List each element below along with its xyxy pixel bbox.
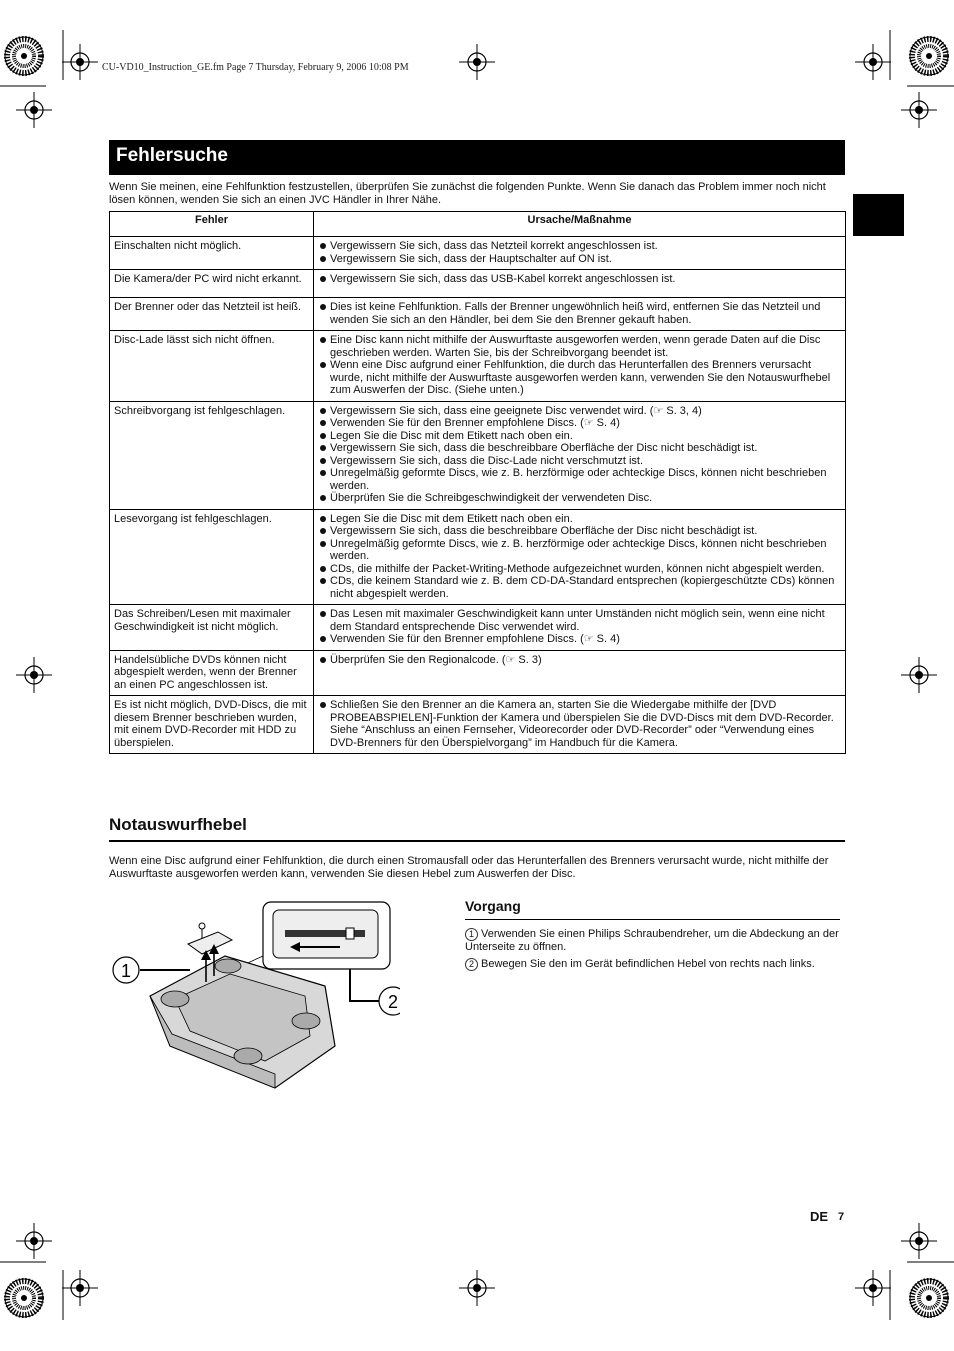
table-row <box>110 605 846 651</box>
header-problem: Fehler <box>110 212 314 237</box>
eject-section-title: Notauswurfhebel <box>109 815 247 834</box>
procedure-step-1 <box>465 928 840 953</box>
cause-cell <box>314 298 846 331</box>
cause-item: Legen Sie die Disc mit dem Etikett nach oben ein. <box>318 513 839 526</box>
file-header: CU-VD10_Instruction_GE.fm Page 7 Thursday, February 9, 2006 10:08 PM <box>102 62 409 73</box>
callout-2-label: 2 <box>387 992 399 1012</box>
step-text: Verwenden Sie einen Philips Schraubendreher, um die Abdeckung an der Unterseite zu öffnen. <box>465 928 839 953</box>
callout-1-label: 1 <box>120 961 132 981</box>
table-header-row <box>110 212 846 237</box>
step-number: 1 <box>465 928 478 941</box>
cause-cell <box>314 509 846 605</box>
table-row <box>110 696 846 754</box>
cause-item: Eine Disc kann nicht mithilfe der Auswurftaste ausgeworfen werden, wenn gerade Daten auf die Disc geschrieben werden. Warten Sie, bis der Schreibvorgang beendet ist. <box>318 334 839 359</box>
table-row <box>110 270 846 298</box>
eject-section-rule <box>109 840 845 842</box>
cause-item: Überprüfen Sie die Schreibgeschwindigkeit der verwendeten Disc. <box>318 492 839 505</box>
problem-cell: Einschalten nicht möglich. <box>110 237 314 270</box>
cause-item: Schließen Sie den Brenner an die Kamera an, starten Sie die Wiedergabe mithilfe der [DVD PROBEABSPIELEN]-Funktion der Kamera und überspielen Sie die DVD-Discs mit dem DVD-Recorder. Siehe “Anschluss an einen Fernseher, Videorecorder oder DVD-Recorder” oder “Verwendung eines DVD-Brenners für den Überspielvorgang” im Handbuch für die Kamera. <box>318 699 839 749</box>
cause-cell <box>314 237 846 270</box>
cause-cell <box>314 605 846 651</box>
cause-item: Dies ist keine Fehlfunktion. Falls der Brenner ungewöhnlich heiß wird, entfernen Sie das Netzteil und wenden Sie sich an den Händler, bei dem Sie den Brenner gekauft haben. <box>318 301 839 326</box>
problem-cell: Schreibvorgang ist fehlgeschlagen. <box>110 401 314 509</box>
cause-item: Unregelmäßig geformte Discs, wie z. B. herzförmige oder achteckige Discs, können nicht beschrieben werden. <box>318 538 839 563</box>
eject-section-text: Wenn eine Disc aufgrund einer Fehlfunktion, die durch einen Stromausfall oder das Herunterfallen des Brenners verursacht wurde, nicht mithilfe der Auswurftaste ausgeworfen werden kann, verwenden Sie diesen Hebel zum Auswerfen der Disc. <box>109 855 829 880</box>
cause-cell <box>314 650 846 696</box>
eject-lever-illustration <box>110 896 400 1096</box>
problem-cell: Der Brenner oder das Netzteil ist heiß. <box>110 298 314 331</box>
table-row <box>110 237 846 270</box>
problem-cell: Das Schreiben/Lesen mit maximaler Geschwindigkeit ist nicht möglich. <box>110 605 314 651</box>
table-row <box>110 298 846 331</box>
table-row <box>110 331 846 402</box>
cause-item: Verwenden Sie für den Brenner empfohlene Discs. (☞ S. 4) <box>318 633 839 646</box>
cause-item: Verwenden Sie für den Brenner empfohlene Discs. (☞ S. 4) <box>318 417 839 430</box>
cause-item: Vergewissern Sie sich, dass das Netzteil korrekt angeschlossen ist. <box>318 240 839 253</box>
problem-cell: Handelsübliche DVDs können nicht abgespielt werden, wenn der Brenner an einen PC angeschlossen ist. <box>110 650 314 696</box>
footer-page-number: 7 <box>838 1211 845 1223</box>
cause-item: Wenn eine Disc aufgrund einer Fehlfunktion, die durch das Herunterfallen des Brenners verursacht wurde, nicht mithilfe der Auswurftaste ausgeworfen werden kann, verwenden Sie den Notauswurfhebel zum Auswerfen der Disc. (Siehe unten.) <box>318 359 839 397</box>
step-number: 2 <box>465 958 478 971</box>
intro-text: Wenn Sie meinen, eine Fehlfunktion festzustellen, überprüfen Sie zunächst die folgenden Punkte. Wenn Sie danach das Problem immer noch nicht lösen können, wenden Sie sich an einen JVC Händler in Ihrer Nähe. <box>109 181 826 206</box>
cause-item: Vergewissern Sie sich, dass das USB-Kabel korrekt angeschlossen ist. <box>318 273 839 286</box>
cause-cell <box>314 401 846 509</box>
cause-item: Das Lesen mit maximaler Geschwindigkeit kann unter Umständen nicht möglich sein, wenn eine nicht dem Standard entsprechende Disc verwendet wird. <box>318 608 839 633</box>
cause-item: Unregelmäßig geformte Discs, wie z. B. herzförmige oder achteckige Discs, können nicht beschrieben werden. <box>318 467 839 492</box>
step-text: Bewegen Sie den im Gerät befindlichen Hebel von rechts nach links. <box>481 958 815 970</box>
problem-cell: Es ist nicht möglich, DVD-Discs, die mit diesem Brenner beschrieben wurden, mit einem DVD-Recorder mit HDD zu überspielen. <box>110 696 314 754</box>
cause-item: Legen Sie die Disc mit dem Etikett nach oben ein. <box>318 430 839 443</box>
cause-item: Vergewissern Sie sich, dass die Disc-Lade nicht verschmutzt ist. <box>318 455 839 468</box>
problem-cell: Lesevorgang ist fehlgeschlagen. <box>110 509 314 605</box>
table-row <box>110 509 846 605</box>
table-row <box>110 401 846 509</box>
procedure-rule <box>465 919 840 920</box>
cause-item: Vergewissern Sie sich, dass der Hauptschalter auf ON ist. <box>318 253 839 266</box>
cause-cell <box>314 270 846 298</box>
cause-cell <box>314 696 846 754</box>
cause-item: Überprüfen Sie den Regionalcode. (☞ S. 3) <box>318 654 839 667</box>
cause-item: Vergewissern Sie sich, dass die beschreibbare Oberfläche der Disc nicht beschädigt ist. <box>318 442 839 455</box>
footer-language: DE <box>810 1209 829 1224</box>
section-title: Fehlersuche <box>116 145 228 166</box>
problem-cell: Disc-Lade lässt sich nicht öffnen. <box>110 331 314 402</box>
procedure-step-2 <box>465 958 840 971</box>
cause-item: Vergewissern Sie sich, dass eine geeignete Disc verwendet wird. (☞ S. 3, 4) <box>318 405 839 418</box>
cause-cell <box>314 331 846 402</box>
troubleshooting-table <box>109 211 846 754</box>
procedure-title: Vorgang <box>465 898 521 914</box>
cause-item: CDs, die mithilfe der Packet-Writing-Methode aufgezeichnet wurden, können nicht abgespielt werden. <box>318 563 839 576</box>
header-cause: Ursache/Maßnahme <box>314 212 846 237</box>
side-tab-marker <box>853 194 904 236</box>
section-title-bar <box>109 140 845 175</box>
cause-item: Vergewissern Sie sich, dass die beschreibbare Oberfläche der Disc nicht beschädigt ist. <box>318 525 839 538</box>
problem-cell: Die Kamera/der PC wird nicht erkannt. <box>110 270 314 298</box>
cause-item: CDs, die keinem Standard wie z. B. dem CD-DA-Standard entsprechen (kopiergeschützte CDs) können nicht abgespielt werden. <box>318 575 839 600</box>
table-row <box>110 650 846 696</box>
